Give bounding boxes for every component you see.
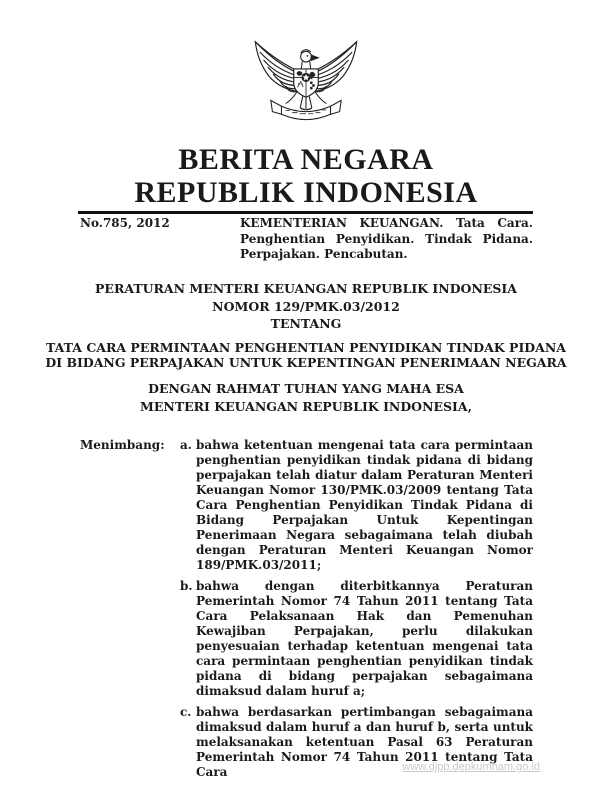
masthead-divider — [78, 211, 533, 214]
masthead-line2: REPUBLIK INDONESIA — [134, 176, 478, 209]
gazette-subject-note: KEMENTERIAN KEUANGAN. Tata Cara. Penghentian Penyidikan. Tindak Pidana. Perpajakan. Pencabutan. — [240, 216, 533, 261]
eagle-head — [301, 50, 319, 70]
considering-colon: : — [160, 438, 165, 452]
regulation-number-line: NOMOR 129/PMK.03/2012 — [212, 299, 400, 314]
considering-item-text: bahwa berdasarkan pertimbangan sebagaimana dimaksud dalam huruf a dan huruf b, serta untuk melaksanakan ketentuan Pasal 63 Peraturan Pemerintah Nomor 74 Tahun 2011 tentang Tata Cara — [196, 705, 533, 779]
considering-item-text: bahwa ketentuan mengenai tata cara permintaan penghentian penyidikan tindak pidana di bidang perpajakan telah diatur dalam Peraturan Menteri Keuangan Nomor 130/PMK.03/2009 tentang Tata Cara Penghentian Penyidikan Tindak Pidana di Bidang Perpajakan Untuk Kepentingan Penerimaan Negara sebagaimana telah diubah dengan Peraturan Menteri Keuangan Nomor 189/PMK.03/2011; — [196, 438, 533, 572]
considering-label-text: Menimbang — [80, 438, 161, 452]
considering-section — [80, 438, 533, 786]
regulation-grace-line: DENGAN RAHMAT TUHAN YANG MAHA ESA — [148, 381, 464, 396]
considering-item-letter: a. — [180, 438, 192, 452]
considering-item-letter: c. — [180, 705, 192, 719]
considering-item-b — [180, 579, 533, 699]
regulation-about-label: TENTANG — [270, 316, 342, 331]
regulation-official-line: MENTERI KEUANGAN REPUBLIK INDONESIA, — [140, 399, 472, 414]
garuda-pancasila-emblem — [247, 30, 365, 142]
considering-item-text: bahwa dengan diterbitkannya Peraturan Pemerintah Nomor 74 Tahun 2011 tentang Tata Cara Pelaksanaan Hak dan Pemenuhan Kewajiban Perpajakan, perlu dilakukan penyesuaian terhadap ketentuan mengenai tata cara permintaan penghentian penyidikan tindak pidana di bidang perpajakan sebagaimana dimaksud dalam huruf a; — [196, 579, 533, 698]
regulation-subject-line1: TATA CARA PERMINTAAN PENGHENTIAN PENYIDIKAN TINDAK PIDANA — [46, 340, 566, 355]
regulation-subject-line2: DI BIDANG PERPAJAKAN UNTUK KEPENTINGAN PENERIMAAN NEGARA — [45, 355, 567, 370]
considering-item-letter: b. — [180, 579, 193, 593]
gazette-number: No.785, 2012 — [80, 216, 170, 230]
regulation-institution-line: PERATURAN MENTERI KEUANGAN REPUBLIK INDONESIA — [95, 281, 517, 296]
masthead-line1: BERITA NEGARA — [178, 143, 434, 176]
considering-label — [80, 438, 165, 453]
pancasila-shield — [294, 69, 319, 97]
considering-item-a — [180, 438, 533, 573]
watermark-url-link[interactable]: www.djpp.depkumham.go.id — [402, 761, 540, 773]
